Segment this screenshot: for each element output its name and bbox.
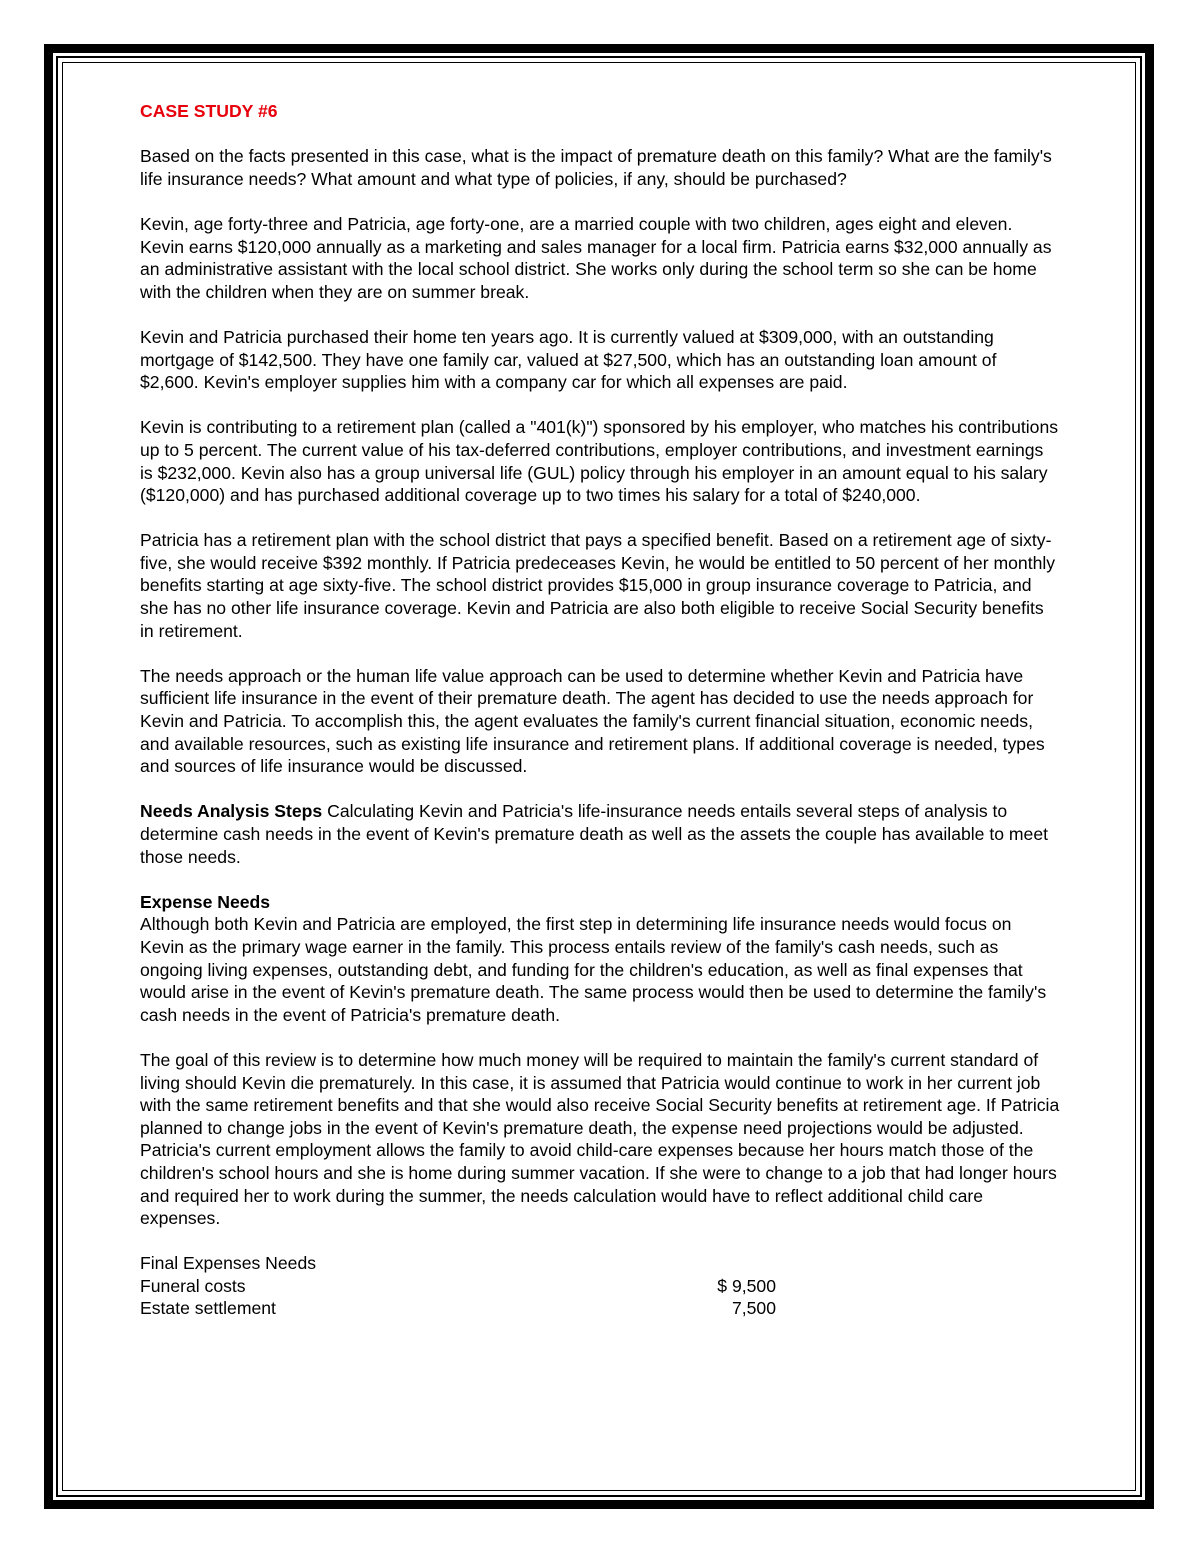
expense-amount: 7,500 — [731, 1298, 776, 1319]
page-title: CASE STUDY #6 — [140, 101, 278, 121]
kevin-retirement-paragraph: Kevin is contributing to a retirement plan (called a "401(k)") sponsored by his employer, who matches his contributions up to 5 percent. The current value of his tax-deferred contributions, employer contributions, and investment earnings is $232,000. Kevin also has a group universal life (GUL) policy through his employer in an amount equal to his salary ($120,000) and has purchased additional coverage up to two times his salary for a total of $240,000. — [140, 417, 1059, 506]
family-profile-paragraph: Kevin, age forty-three and Patricia, age forty-one, are a married couple with two children, ages eight and eleven. Kevin earns $120,000 annually as a marketing and sales manager for a local firm. Patricia earns $32,000 annually as an administrative assistant with the local school district. She works only during the school term so she can be home with the children when they are on summer break. — [140, 213, 1052, 302]
expense-needs-text: Although both Kevin and Patricia are employed, the first step in determining life insurance needs would focus on Kevin as the primary wage earner in the family. This process entails review of the family's cash needs, such as ongoing living expenses, outstanding debt, and funding for the children's education, as well as final expenses that would arise in the event of Kevin's premature death. The same process would then be used to determine the family's cash needs in the event of Patricia's premature death. — [140, 914, 1047, 1025]
needs-analysis-heading: Needs Analysis Steps — [140, 801, 323, 822]
expense-needs-heading: Expense Needs — [140, 891, 271, 912]
final-expenses-table — [140, 1275, 776, 1320]
expense-label: Funeral costs — [140, 1275, 246, 1296]
review-goal-paragraph: The goal of this review is to determine how much money will be required to maintain the family's current standard of living should Kevin die prematurely. In this case, it is assumed that Patricia would continue to work in her current job with the same retirement benefits and that she would also receive Social Security benefits at retirement age. If Patricia planned to change jobs in the event of Kevin's premature death, the expense need projections would be adjusted. Patricia's current employment allows the family to avoid child-care expenses because her hours match those of the children's school hours and she is home during summer vacation. If she were to change to a job that had longer hours and required her to work during the summer, the needs calculation would have to reflect additional child care expenses. — [140, 1049, 1060, 1229]
needs-analysis-paragraph — [140, 800, 1060, 868]
expense-amount: $ 9,500 — [717, 1275, 776, 1296]
home-and-car-paragraph: Kevin and Patricia purchased their home ten years ago. It is currently valued at $309,000, with an outstanding mortgage of $142,500. They have one family car, valued at $27,500, which has an outstanding loan amount of $2,600. Kevin's employer supplies him with a company car for which all expenses are paid. — [140, 326, 997, 393]
final-expenses-heading: Final Expenses Needs — [140, 1253, 317, 1274]
table-row — [140, 1275, 776, 1298]
expense-needs-section — [140, 891, 1060, 1027]
needs-approach-paragraph: The needs approach or the human life value approach can be used to determine whether Kevin and Patricia have sufficient life insurance in the event of their premature death. The agent has decided to use the needs approach for Kevin and Patricia. To accomplish this, the agent evaluates the family's current financial situation, economic needs, and available resources, such as existing life insurance and retirement plans. If additional coverage is needed, types and sources of life insurance would be discussed. — [140, 665, 1045, 777]
needs-analysis-text: Calculating Kevin and Patricia's life-insurance needs entails several steps of analysis to determine cash needs in the event of Kevin's premature death as well as the assets the couple has available to meet those needs. — [140, 801, 1049, 867]
intro-questions: Based on the facts presented in this case, what is the impact of premature death on this family? What are the family's life insurance needs? What amount and what type of policies, if any, should be purchased? — [140, 146, 1052, 189]
patricia-retirement-paragraph: Patricia has a retirement plan with the school district that pays a specified benefit. Based on a retirement age of sixty-five, she would receive $392 monthly. If Patricia predeceases Kevin, he would be entitled to 50 percent of her monthly benefits starting at age sixty-five. The school district provides $15,000 in group insurance coverage to Patricia, and she has no other life insurance coverage. Kevin and Patricia are also both eligible to receive Social Security benefits in retirement. — [140, 530, 1056, 641]
expense-label: Estate settlement — [140, 1298, 276, 1319]
document-body — [140, 100, 1060, 1320]
table-row — [140, 1297, 776, 1320]
